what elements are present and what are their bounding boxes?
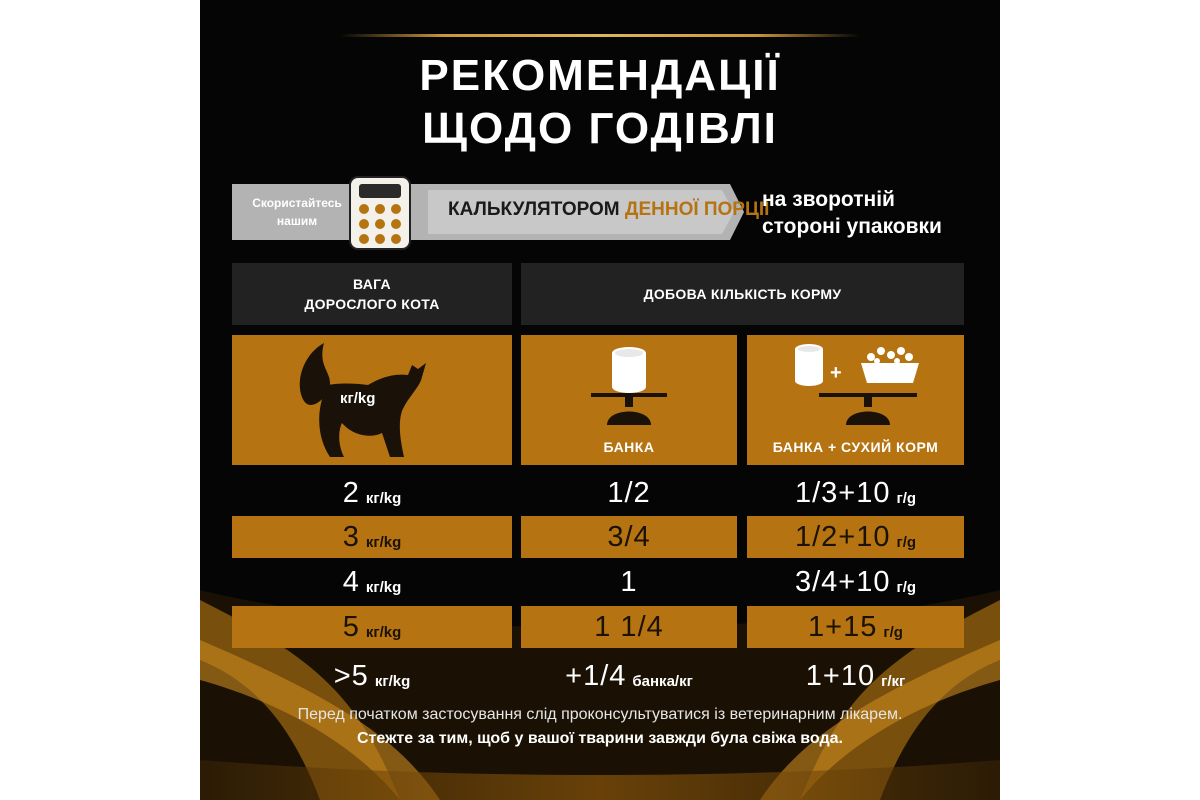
weight-cell xyxy=(232,516,512,558)
mix-value: 1+10 xyxy=(805,659,876,692)
table-row xyxy=(232,561,964,603)
page-title-line1: РЕКОМЕНДАЦІЇ xyxy=(419,51,781,100)
mix-unit: г/g xyxy=(896,578,917,596)
weight-cell xyxy=(232,472,512,514)
back-note-line2: стороні упаковки xyxy=(762,215,942,238)
can-icon-box xyxy=(521,335,737,465)
header-weight-line2: ДОРОСЛОГО КОТА xyxy=(304,296,440,312)
gold-divider xyxy=(340,34,860,37)
page-title-line2: ЩОДО ГОДІВЛІ xyxy=(422,104,778,153)
feeding-guide-panel xyxy=(200,0,1000,800)
can-value: 3/4 xyxy=(607,520,651,553)
mix-cell xyxy=(747,561,964,603)
calculator-word1: КАЛЬКУЛЯТОРОМ xyxy=(448,199,620,220)
can-column-label: БАНКА xyxy=(603,439,655,455)
mix-unit: г/g xyxy=(896,489,917,507)
cat-unit-label: кг/kg xyxy=(340,390,376,407)
weight-unit: кг/kg xyxy=(365,533,402,551)
fresh-water-note: Стежте за тим, щоб у вашої тварини завжди була свіжа вода. xyxy=(357,730,843,747)
weight-cell xyxy=(232,561,512,603)
weight-unit: кг/kg xyxy=(365,623,402,641)
table-row xyxy=(232,472,964,514)
mix-value: 1/3+10 xyxy=(794,476,891,509)
can-cell xyxy=(521,516,737,558)
weight-unit: кг/kg xyxy=(374,672,411,690)
mix-unit: г/кг xyxy=(881,672,906,690)
weight-cell xyxy=(232,606,512,648)
can-cell xyxy=(521,561,737,603)
can-plus-dry-column-label: БАНКА + СУХИЙ КОРМ xyxy=(772,439,939,455)
can-value: 1 xyxy=(620,565,638,598)
table-row xyxy=(232,655,964,697)
can-cell xyxy=(521,472,737,514)
weight-value: 4 xyxy=(342,565,360,598)
table-row xyxy=(232,606,964,648)
mix-cell xyxy=(747,655,964,697)
calculator-small-line2: нашим xyxy=(276,214,318,228)
weight-value: 2 xyxy=(342,476,360,509)
mix-unit: г/g xyxy=(883,623,903,641)
mix-cell xyxy=(747,516,964,558)
weight-cell xyxy=(232,655,512,697)
back-note-line1: на зворотній xyxy=(762,188,895,211)
header-cat-weight xyxy=(232,263,512,325)
table-row xyxy=(232,516,964,558)
can-plus-dry-icon-box xyxy=(747,335,964,465)
can-value: 1/2 xyxy=(607,476,651,509)
mix-unit: г/g xyxy=(896,533,917,551)
mix-cell xyxy=(747,472,964,514)
header-daily-amount: ДОБОВА КІЛЬКІСТЬ КОРМУ xyxy=(521,263,964,325)
svg-text:+: + xyxy=(830,362,842,384)
weight-unit: кг/kg xyxy=(365,578,402,596)
calculator-icon xyxy=(348,175,412,251)
mix-value: 1+15 xyxy=(808,610,878,643)
weight-value: 5 xyxy=(342,610,360,643)
can-value: 1 1/4 xyxy=(594,610,664,643)
vet-consult-note: Перед початком застосування слід проконсультуватися із ветеринарним лікарем. xyxy=(297,706,903,723)
can-cell xyxy=(521,655,737,697)
weight-value: >5 xyxy=(333,659,369,692)
mix-value: 3/4+10 xyxy=(794,565,891,598)
can-cell xyxy=(521,606,737,648)
calculator-word2: ДЕННОЇ ПОРЦІЇ xyxy=(624,199,770,220)
header-weight-line1: ВАГА xyxy=(353,276,391,292)
calculator-banner xyxy=(232,184,744,240)
mix-cell xyxy=(747,606,964,648)
cat-weight-icon-box xyxy=(232,335,512,465)
weight-unit: кг/kg xyxy=(365,489,402,507)
mix-value: 1/2+10 xyxy=(794,520,891,553)
calculator-small-line1: Скористайтесь xyxy=(252,196,342,210)
can-value: +1/4 xyxy=(565,659,627,692)
weight-value: 3 xyxy=(342,520,360,553)
can-unit: банка/кг xyxy=(632,672,693,690)
back-of-pack-note xyxy=(762,186,982,240)
